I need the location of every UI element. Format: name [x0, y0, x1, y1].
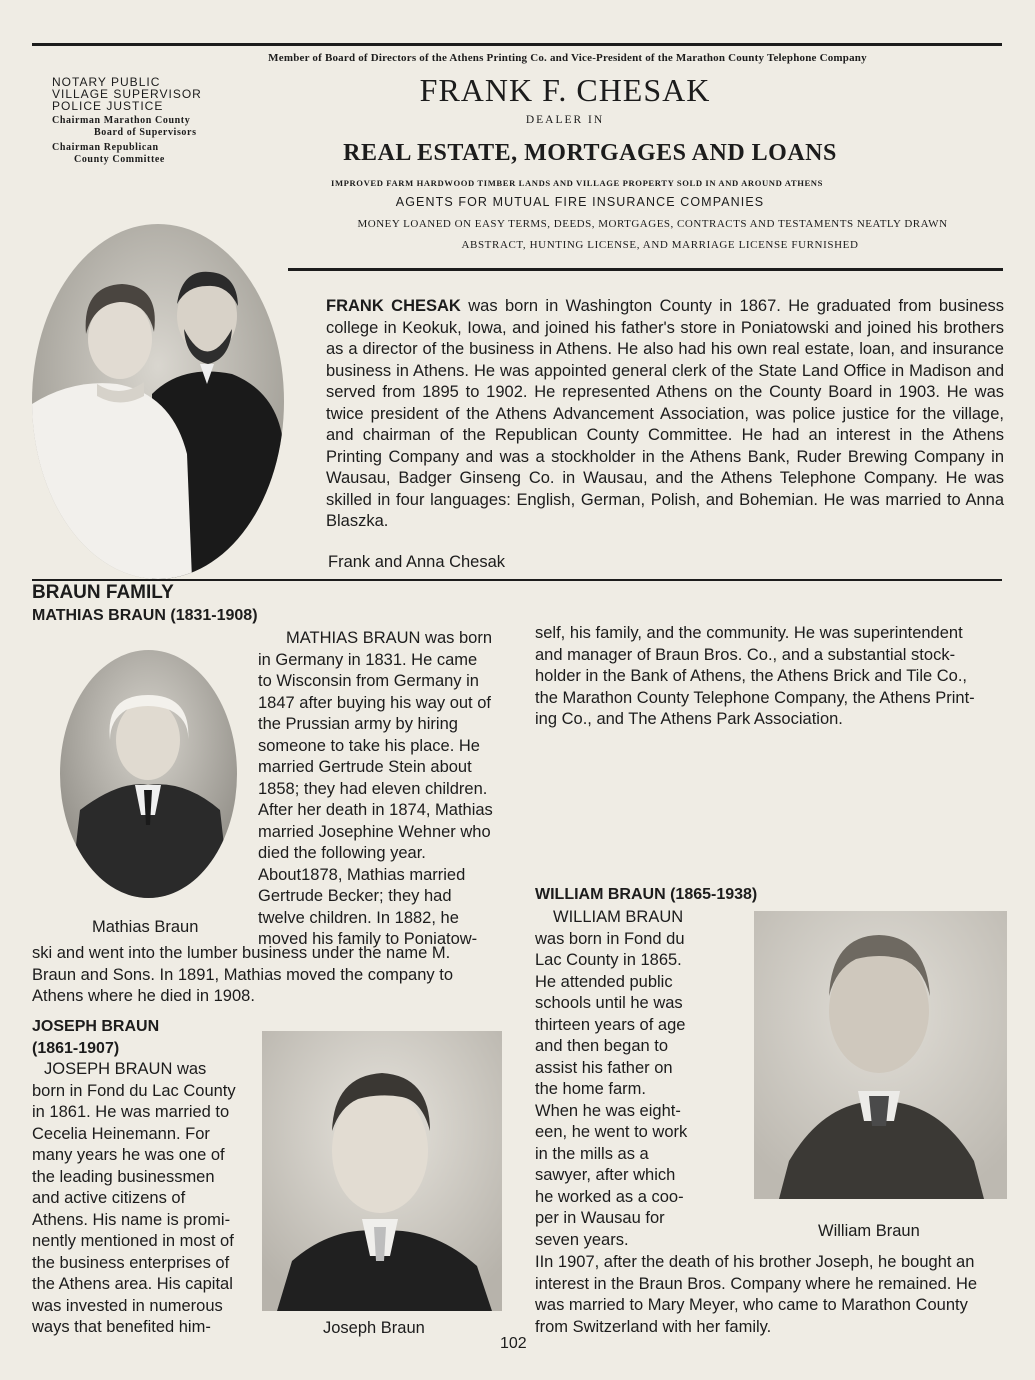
- william-tail-line: interest in the Braun Bros. Company where he remained. He: [535, 1274, 978, 1293]
- continued-line: ing Co., and The Athens Park Association.: [535, 710, 843, 728]
- william-line: een, he went to work: [535, 1123, 688, 1141]
- mathias-line: MATHIAS BRAUN was born: [286, 629, 492, 647]
- mathias-line: twelve children. In 1882, he: [258, 908, 459, 927]
- letterhead-bottom-rule: [288, 268, 1003, 271]
- left-title-notary: NOTARY PUBLIC: [52, 75, 161, 89]
- mathias-tail-line: ski and went into the lumber business under the name M.: [32, 944, 451, 962]
- joseph-line: in 1861. He was married to: [32, 1103, 230, 1121]
- william-line: schools until he was: [535, 994, 683, 1012]
- continued-line: holder in the Bank of Athens, the Athens Brick and Tile Co.,: [535, 667, 968, 685]
- left-title-justice: POLICE JUSTICE: [52, 99, 164, 113]
- letterhead-line3: MONEY LOANED ON EASY TERMS, DEEDS, MORTGAGES, CONTRACTS AND TESTAMENTS NEATLY DRAWN: [357, 218, 948, 230]
- mathias-braun-text-tail: [32, 943, 502, 1008]
- letterhead-line4: ABSTRACT, HUNTING LICENSE, AND MARRIAGE LICENSE FURNISHED: [461, 239, 859, 251]
- mathias-line: 1858; they had eleven children.: [258, 779, 488, 798]
- chesak-name: FRANK CHESAK: [326, 297, 461, 315]
- william-line: seven years.: [535, 1230, 629, 1249]
- joseph-braun-heading: [32, 1016, 159, 1060]
- joseph-line: the Athens area. His capital: [32, 1275, 233, 1293]
- joseph-line: and active citizens of: [32, 1189, 186, 1207]
- william-line: Lac County in 1865.: [535, 951, 682, 969]
- joseph-line: the leading businessmen: [32, 1167, 215, 1186]
- mathias-line: someone to take his place. He: [258, 736, 480, 755]
- braun-family-heading: BRAUN FAMILY: [32, 582, 174, 603]
- mathias-line: to Wisconsin from Germany in: [258, 672, 479, 690]
- william-braun-caption: William Braun: [818, 1222, 920, 1240]
- mathias-braun-photo: [60, 650, 237, 898]
- mathias-line: After her death in 1874, Mathias: [258, 801, 493, 819]
- mathias-tail-line: Athens where he died in 1908.: [32, 987, 255, 1005]
- mathias-braun-heading: MATHIAS BRAUN (1831-1908): [32, 607, 258, 624]
- joseph-line: nently mentioned in most of: [32, 1232, 234, 1250]
- mathias-line: Gertrude Becker; they had: [258, 887, 452, 905]
- william-line: in the mills as a: [535, 1144, 649, 1163]
- joseph-continued-text: [535, 623, 1005, 731]
- letterhead-top-rule: [32, 43, 1002, 46]
- mathias-braun-caption: Mathias Braun: [92, 918, 199, 936]
- mathias-line: died the following year.: [258, 844, 426, 862]
- mathias-braun-text: [258, 628, 500, 951]
- continued-line: and manager of Braun Bros. Co., and a substantial stock-: [535, 645, 956, 664]
- william-braun-text: [535, 907, 695, 1251]
- william-braun-photo: [754, 911, 1007, 1199]
- chesak-biography: [326, 296, 1004, 533]
- letterhead-dealer-in: DEALER IN: [525, 114, 605, 126]
- continued-line: self, his family, and the community. He was superintendent: [535, 624, 963, 642]
- william-line: the home farm.: [535, 1080, 646, 1098]
- chesak-photo-caption: Frank and Anna Chesak: [328, 553, 506, 571]
- joseph-heading-name: JOSEPH BRAUN: [32, 1018, 160, 1035]
- mathias-tail-line: Braun and Sons. In 1891, Mathias moved the company to: [32, 965, 454, 984]
- william-line: he worked as a coo-: [535, 1187, 684, 1206]
- william-tail-line: IIn 1907, after the death of his brother Joseph, he bought an: [535, 1253, 975, 1271]
- section-divider-rule: [32, 579, 1002, 581]
- letterhead-top-line: Member of Board of Directors of the Athens Printing Co. and Vice-President of the Marathon County Telephone Company: [268, 52, 867, 64]
- letterhead-business: REAL ESTATE, MORTGAGES AND LOANS: [343, 140, 837, 166]
- joseph-line: was invested in numerous: [32, 1296, 223, 1315]
- left-small-3: Chairman Republican: [52, 142, 159, 153]
- william-tail-line: was married to Mary Meyer, who came to Marathon County: [535, 1296, 968, 1314]
- william-braun-heading: WILLIAM BRAUN (1865-1938): [535, 886, 758, 903]
- william-line: assist his father on: [535, 1058, 673, 1077]
- joseph-braun-caption: Joseph Braun: [323, 1319, 425, 1337]
- mathias-line: in Germany in 1831. He came: [258, 650, 478, 669]
- mathias-line: married Gertrude Stein about: [258, 758, 472, 776]
- mathias-line: married Josephine Wehner who: [258, 822, 491, 841]
- page-number: 102: [500, 1335, 527, 1352]
- joseph-line: JOSEPH BRAUN was: [44, 1060, 207, 1078]
- mathias-line: 1847 after buying his way out of: [258, 693, 491, 712]
- joseph-braun-photo: [262, 1031, 502, 1311]
- william-line: and then began to: [535, 1037, 669, 1055]
- letterhead-left-block: [52, 76, 252, 165]
- letterhead-line2: AGENTS FOR MUTUAL FIRE INSURANCE COMPANIES: [395, 195, 765, 209]
- william-line: sawyer, after which: [535, 1166, 676, 1184]
- william-line: When he was eight-: [535, 1101, 681, 1120]
- william-line: WILLIAM BRAUN: [553, 908, 684, 926]
- william-line: He attended public: [535, 972, 673, 991]
- william-tail-line: from Switzerland with her family.: [535, 1317, 772, 1336]
- frank-anna-chesak-photo: [32, 224, 284, 579]
- mathias-line: moved his family to Poniatow-: [258, 930, 478, 948]
- letterhead-name: FRANK F. CHESAK: [419, 72, 711, 108]
- mathias-line: the Prussian army by hiring: [258, 715, 458, 733]
- joseph-line: the business enterprises of: [32, 1253, 230, 1272]
- chesak-text: was born in Washington County in 1867. He graduated from business college in Keokuk, Iowa, and joined his father's store in Poniatowski and joined his brothers as a director of the business in Athens. He also had his own real estate, loan, and insurance business in Athens. He was appointed general clerk of the State Land Office in Madison and served from 1895 to 1902. He represented Athens on the County Board in 1903. He was twice president of the Athens Advancement Association, was police justice for the village, and chairman of the Republican County Committee. He had an interest in the Athens Printing Company and was a stockholder in the Athens Bank, Ruder Brewing Company in Wausau, Badger Ginseng Co. in Wausau, and the Athens Telephone Company. He was skilled in four languages: English, German, Polish, and Bohemian. He was married to Anna Blaszka.: [326, 297, 1004, 530]
- letterhead-line1: IMPROVED FARM HARDWOOD TIMBER LANDS AND VILLAGE PROPERTY SOLD IN AND AROUND ATHENS: [331, 178, 823, 188]
- william-line: was born in Fond du: [535, 929, 685, 948]
- joseph-line: born in Fond du Lac County: [32, 1081, 236, 1100]
- joseph-line: Cecelia Heinemann. For: [32, 1124, 210, 1143]
- william-braun-text-tail: [535, 1252, 1007, 1338]
- continued-line: the Marathon County Telephone Company, the Athens Print-: [535, 688, 975, 707]
- left-title-supervisor: VILLAGE SUPERVISOR: [52, 87, 202, 101]
- joseph-heading-dates: (1861-1907): [32, 1040, 120, 1057]
- william-line: thirteen years of age: [535, 1015, 686, 1034]
- william-line: per in Wausau for: [535, 1209, 665, 1227]
- joseph-braun-text: [32, 1059, 247, 1339]
- joseph-line: many years he was one of: [32, 1146, 225, 1164]
- left-small-1: Chairman Marathon County: [52, 115, 191, 126]
- joseph-line: Athens. His name is promi-: [32, 1210, 231, 1229]
- mathias-line: About1878, Mathias married: [258, 865, 466, 884]
- left-small-4: County Committee: [74, 153, 165, 165]
- joseph-line: ways that benefited him-: [32, 1318, 211, 1336]
- left-small-2: Board of Supervisors: [94, 126, 197, 138]
